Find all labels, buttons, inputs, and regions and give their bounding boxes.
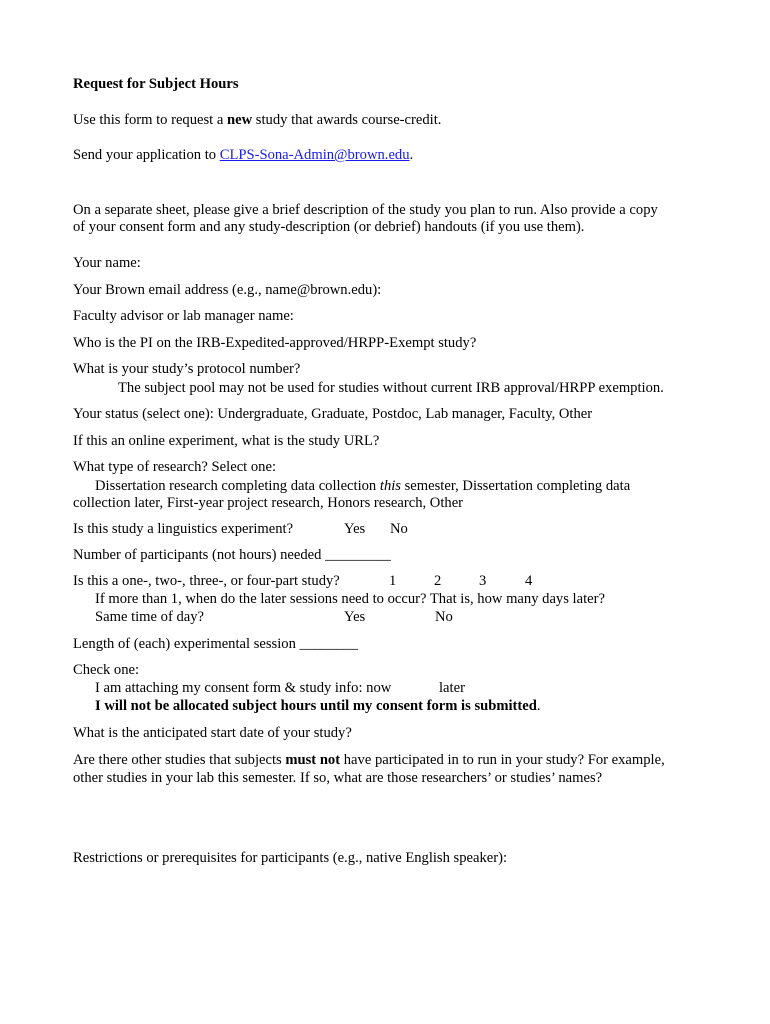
field-advisor-label: Faculty advisor or lab manager name: [73,308,294,324]
research-options-line2: collection later, First-year project research, Honors research, Other [73,495,464,511]
check-one-label: Check one: [73,662,140,678]
send-after: . [409,147,414,163]
parts-option-3[interactable]: 3 [479,573,487,589]
send-before: Send your application to [73,147,220,163]
admin-email-link[interactable]: CLPS-Sona-Admin@brown.edu [219,147,410,163]
intro-bold: new [227,112,253,128]
intro-before: Use this form to request a [73,112,228,128]
other-studies-bold: must not [285,752,341,768]
research-question: What type of research? Select one: [73,459,276,475]
start-date-question: What is the anticipated start date of your study? [73,725,352,741]
parts-option-1[interactable]: 1 [389,573,397,589]
parts-question: Is this a one-, two-, three-, or four-part study? [73,573,340,589]
field-url-label: If this an online experiment, what is the study URL? [73,433,380,449]
session-length: Length of (each) experimental session ________ [73,636,358,652]
send-text [73,146,413,164]
parts-option-4[interactable]: 4 [525,573,533,589]
consent-attaching-now-option[interactable]: I am attaching my consent form & study info: now [95,680,392,696]
same-time-yes-option[interactable]: Yes [344,609,366,625]
participants-needed: Number of participants (not hours) needed _________ [73,547,391,563]
same-time-no-option[interactable]: No [435,609,453,625]
research-options-line1 [95,477,630,495]
protocol-note: The subject pool may not be used for studies without current IRB approval/HRPP exemption. [118,380,664,396]
field-protocol-label: What is your study’s protocol number? [73,361,301,377]
later-sessions-question: If more than 1, when do the later sessions need to occur? That is, how many days later? [95,591,605,607]
other-studies-line2: other studies in your lab this semester. If so, what are those researchers’ or studies’ names? [73,770,603,786]
same-time-question: Same time of day? [95,609,205,625]
other-studies-line1 [73,751,665,769]
sheet-instructions-line1: On a separate sheet, please give a brief description of the study you plan to run. Also provide a copy [73,202,658,218]
consent-later-option[interactable]: later [439,680,465,696]
linguistics-question: Is this study a linguistics experiment? [73,521,294,537]
linguistics-yes-option[interactable]: Yes [344,521,366,537]
intro-after: study that awards course-credit. [252,112,442,128]
field-pi-label: Who is the PI on the IRB-Expedited-approved/HRPP-Exempt study? [73,335,477,351]
consent-warning-bold: I will not be allocated subject hours until my consent form is submitted [95,698,537,714]
research-opt-before: Dissertation research completing data collection [95,478,380,494]
consent-warning-end: . [536,698,541,714]
research-opt-italic: this [379,478,401,494]
other-studies-before: Are there other studies that subjects [73,752,286,768]
field-name-label: Your name: [73,255,141,271]
consent-warning [95,697,541,715]
page-title: Request for Subject Hours [73,76,239,92]
intro-text [73,111,441,129]
research-opt-after: semester, Dissertation completing data [400,478,631,494]
restrictions-question: Restrictions or prerequisites for participants (e.g., native English speaker): [73,850,508,866]
other-studies-after: have participated in to run in your study? For example, [340,752,665,768]
field-email-label: Your Brown email address (e.g., name@brown.edu): [73,282,382,298]
parts-option-2[interactable]: 2 [434,573,442,589]
sheet-instructions-line2: of your consent form and any study-description (or debrief) handouts (if you use them). [73,219,585,235]
linguistics-no-option[interactable]: No [390,521,408,537]
field-status-label: Your status (select one): Undergraduate, Graduate, Postdoc, Lab manager, Faculty, Other [73,406,593,422]
